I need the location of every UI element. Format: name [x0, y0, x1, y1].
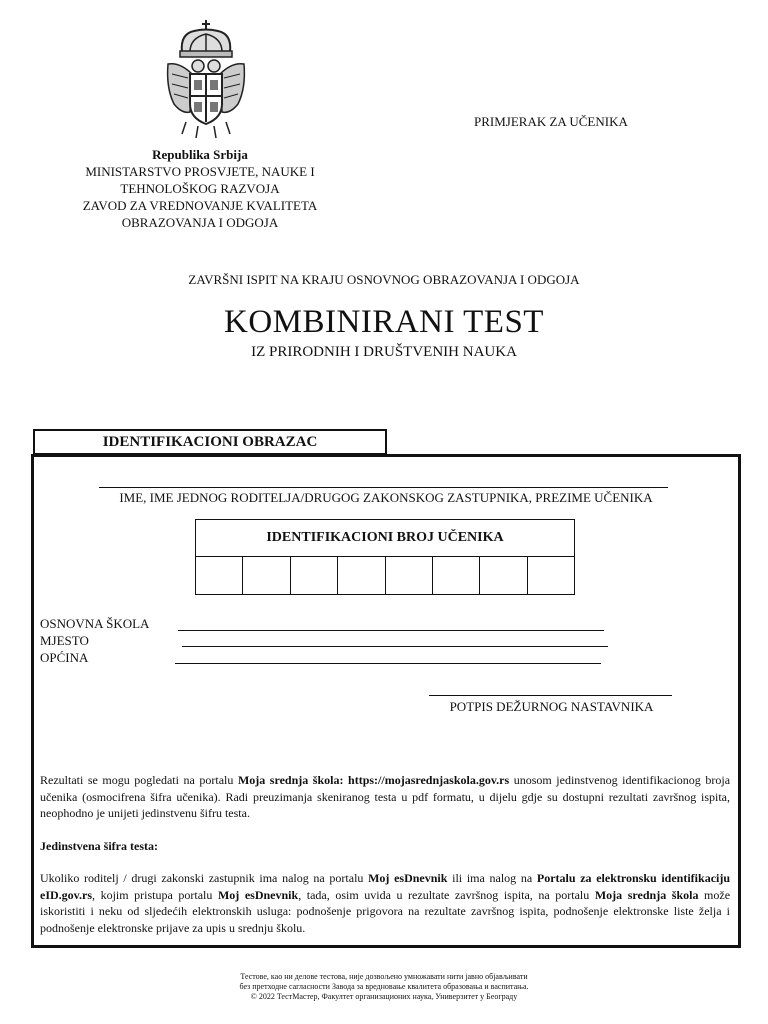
student-id-table [195, 519, 575, 595]
results-intro: Rezultati se mogu pogledati na portalu [40, 773, 234, 787]
signature-field[interactable] [429, 695, 672, 696]
id-digit-cell[interactable] [291, 557, 338, 594]
place-label: MJESTO [40, 633, 89, 648]
test-subject: IZ PRIRODNIH I DRUŠTVENIH NAUKA [251, 344, 517, 360]
id-digit-cell[interactable] [243, 557, 290, 594]
footer-line-1: Тестове, као ни делове тестова, није дозвољено умножавати нити јавно објављивати [240, 972, 528, 981]
institution-block [60, 146, 340, 231]
id-digit-cell[interactable] [480, 557, 527, 594]
parent-text-5: može iskoristiti i neku od sljedećih elektronskih usluga: podnošenje prigovora na rezultate završnog ispita, podnošenje elektronske liste želja i podnošenje elektronske prijave za upis u srednju školu. [40, 887, 731, 935]
footer-line-2: без претходне сагласности Завода за вредновање квалитета образовања и васпитања. [239, 982, 529, 991]
id-digit-cell[interactable] [528, 557, 574, 594]
student-id-header: IDENTIFIKACIONI BROJ UČENIKA [196, 520, 574, 557]
test-title: KOMBINIRANI TEST [224, 304, 544, 340]
parent-bold-4: Moja srednja škola [594, 887, 699, 902]
unique-code-label: Jedinstvena šifra testa: [40, 839, 158, 853]
results-rest: unosom jedinstvenog identifikacionog broja učenika (osmocifrena šifra učenika). Radi preuzimanja skeniranog testa u pdf formatu, u dijelu gdje su dostupni rezultati završnog ispita, neophodno je unijeti jedinstvenu šifru testa. [40, 773, 731, 820]
copy-label: PRIMJERAK ZA UČENIKA [474, 114, 628, 129]
school-label: OSNOVNA ŠKOLA [40, 616, 150, 631]
parent-bold-2: Portalu za elektronsku identifikaciju eID.gov.rs [40, 871, 731, 902]
id-digit-cell[interactable] [338, 557, 385, 594]
institute-line-2: OBRAZOVANJA I ODGOJA [121, 215, 279, 230]
footer-copyright: © 2022 ТестМастер, Факултет организационих наука, Универзитет у Београду [250, 992, 518, 1001]
results-paragraph [40, 772, 730, 822]
school-field[interactable] [178, 630, 604, 631]
country-name: Republika Srbija [152, 147, 248, 162]
portal-link: Moja srednja škola: https://mojasrednjaskola.gov.rs [237, 773, 510, 787]
place-field[interactable] [182, 646, 608, 647]
exam-subtitle: ZAVRŠNI ISPIT NA KRAJU OSNOVNOG OBRAZOVANJA I ODGOJA [188, 272, 580, 287]
parent-bold-1: Moj esDnevnik [368, 871, 448, 885]
footer-notice [0, 972, 768, 1002]
ministry-line-1: MINISTARSTVO PROSVJETE, NAUKE I [85, 164, 315, 179]
coat-of-arms-icon [160, 18, 252, 140]
municipality-field[interactable] [175, 663, 601, 664]
form-tab-label: IDENTIFIKACIONI OBRAZAC [33, 429, 387, 455]
parent-text-1: Ukoliko roditelj / drugi zakonski zastupnik ima nalog na portalu [40, 871, 364, 885]
id-digit-cell[interactable] [386, 557, 433, 594]
student-name-caption: IME, IME JEDNOG RODITELJA/DRUGOG ZAKONSKOG ZASTUPNIKA, PREZIME UČENIKA [119, 490, 653, 505]
id-digit-cell[interactable] [433, 557, 480, 594]
parent-text-3: , kojim pristupa portalu [92, 887, 213, 902]
parent-text-4: , tada, osim uvida u rezultate završnog ispita, na portalu [298, 887, 590, 902]
id-digit-cell[interactable] [196, 557, 243, 594]
institute-line-1: ZAVOD ZA VREDNOVANJE KVALITETA [82, 198, 318, 213]
student-name-field[interactable] [99, 487, 668, 488]
municipality-label: OPĆINA [40, 650, 89, 665]
parent-bold-3: Moj esDnevnik [217, 887, 299, 902]
ministry-line-2: TEHNOLOŠKOG RAZVOJA [120, 181, 280, 196]
parent-text-2: ili ima nalog na [452, 871, 533, 885]
signature-caption: POTPIS DEŽURNOG NASTAVNIKA [449, 699, 654, 714]
parent-paragraph [40, 870, 730, 936]
